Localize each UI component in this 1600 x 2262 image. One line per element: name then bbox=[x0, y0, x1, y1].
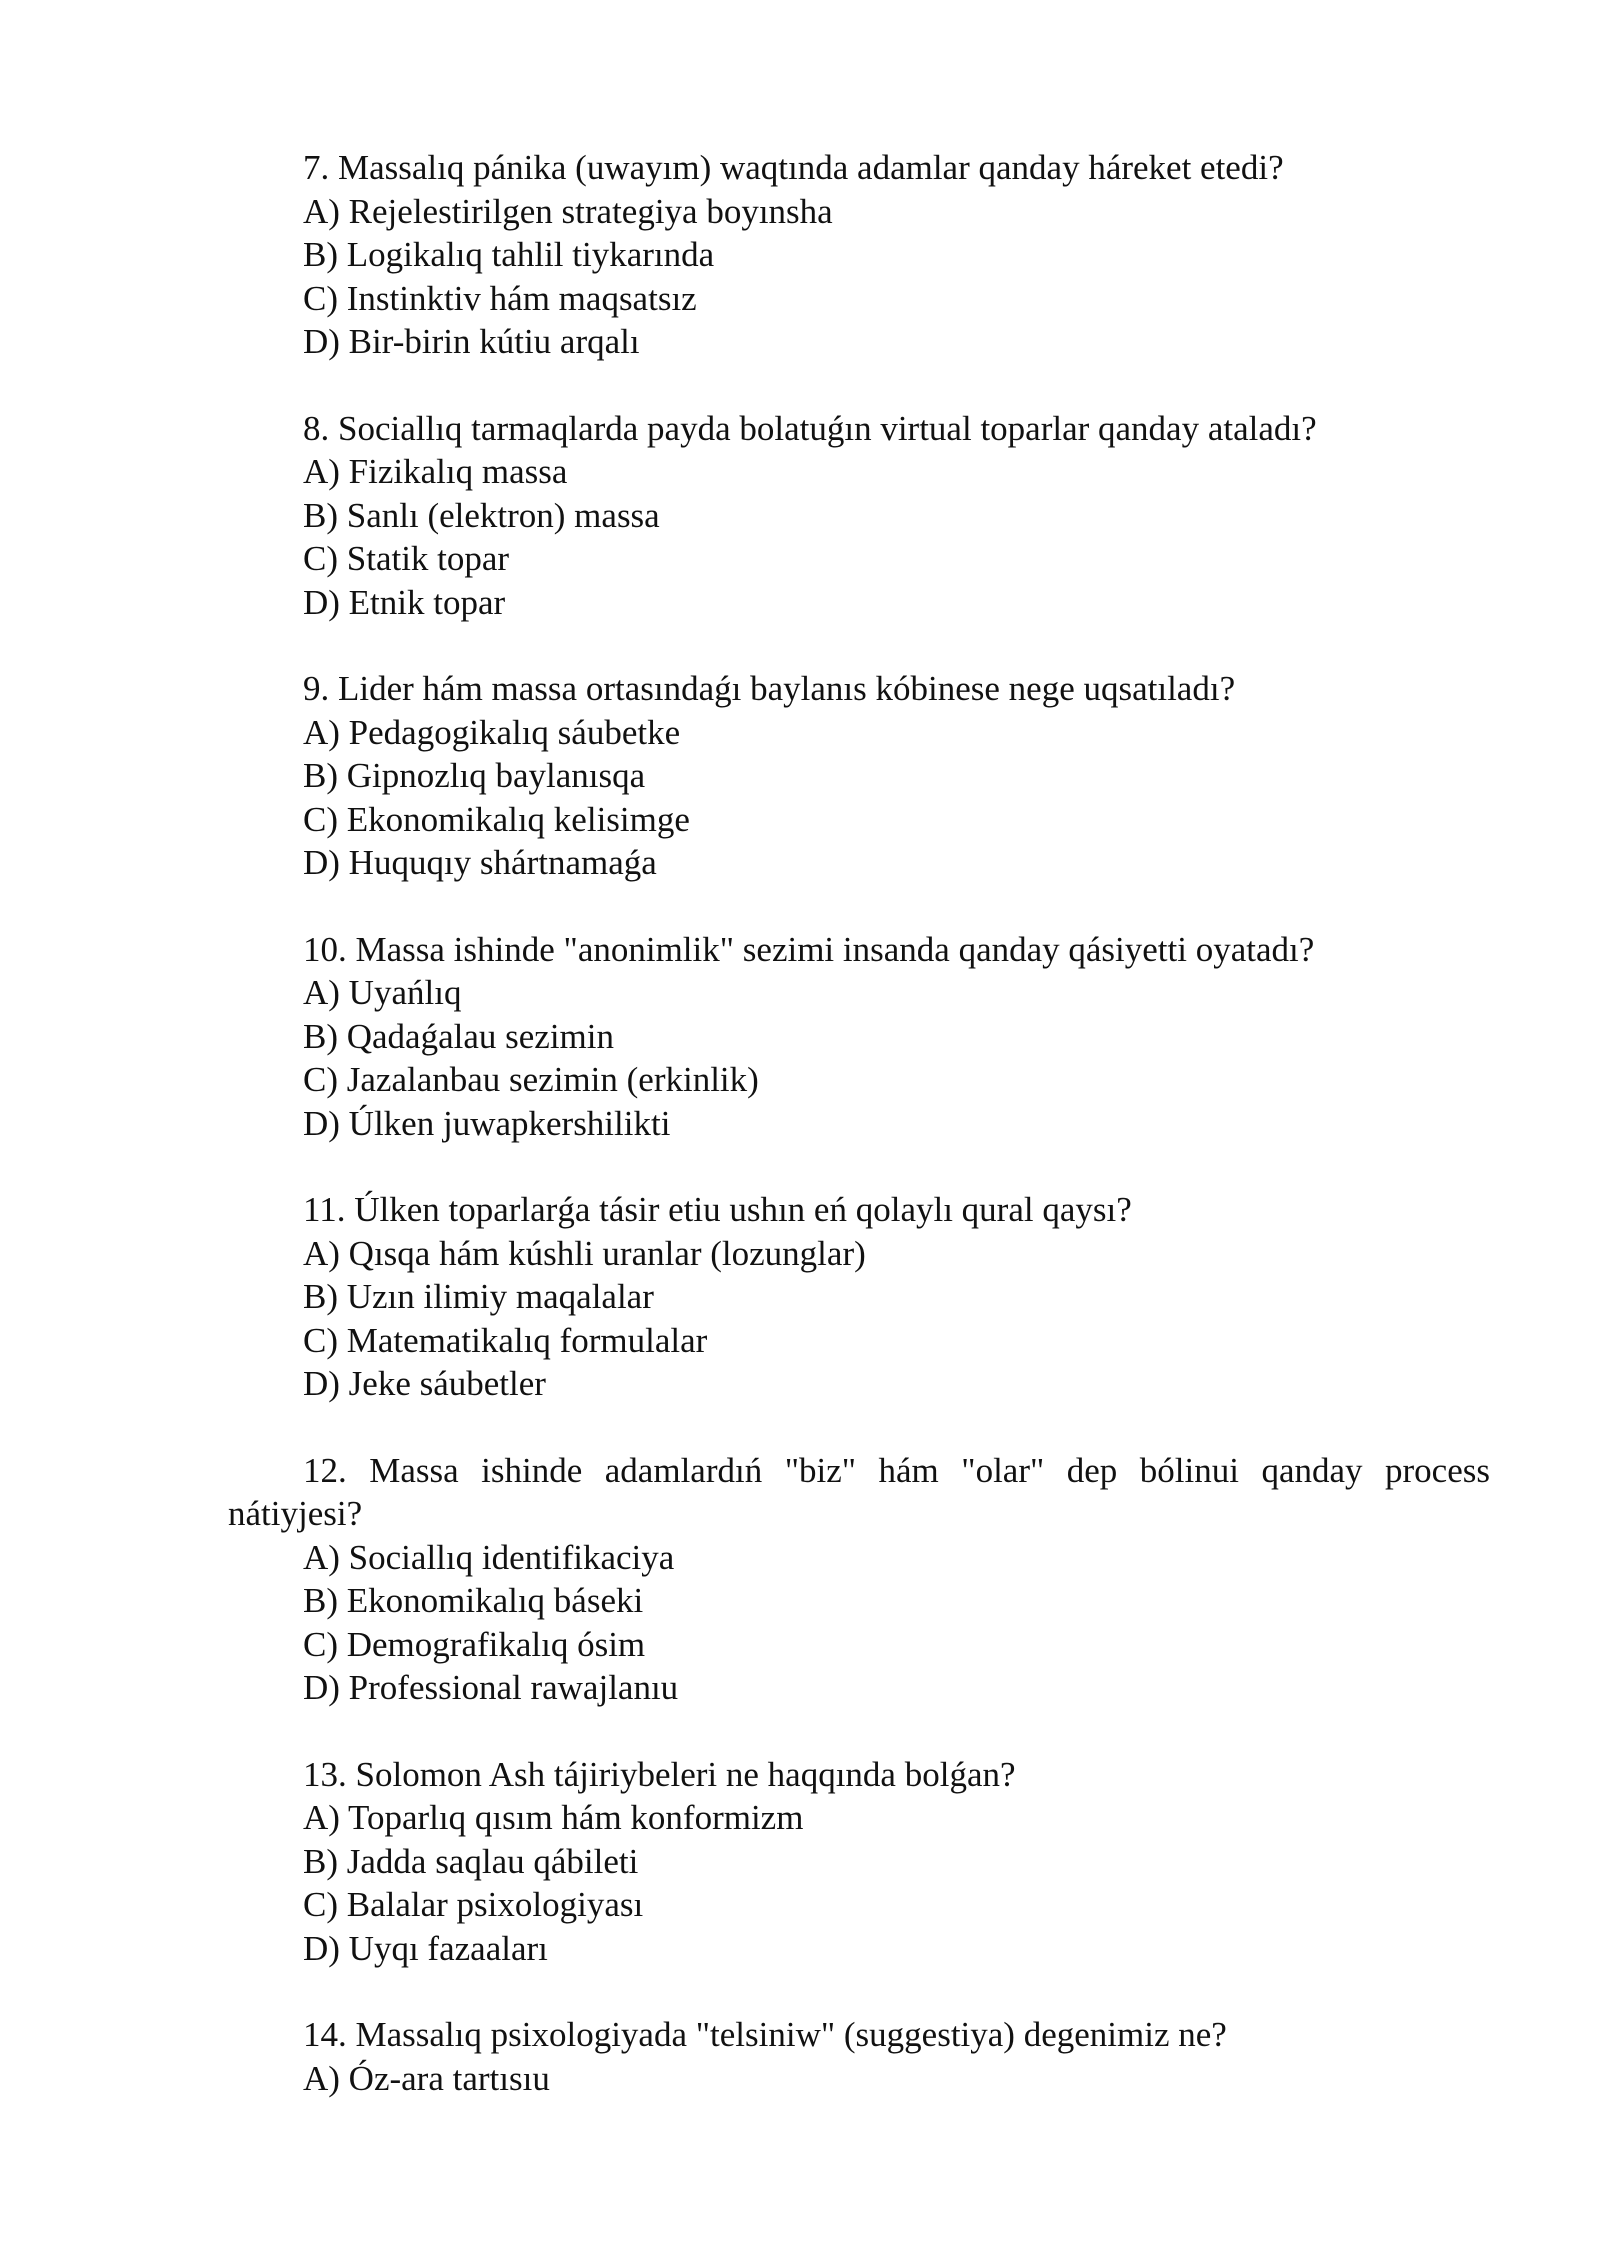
question-8 bbox=[228, 407, 1490, 625]
option-d: D) Úlken juwapkershilikti bbox=[303, 1103, 671, 1143]
option-c: C) Jazalanbau sezimin (erkinlik) bbox=[303, 1060, 759, 1099]
option-b: B) Gipnozlıq baylanısqa bbox=[303, 756, 646, 795]
option-b: B) Logikalıq tahlil tiykarında bbox=[303, 235, 715, 274]
option-c: C) Statik topar bbox=[303, 539, 510, 578]
question-list bbox=[228, 146, 1490, 2143]
option-c: C) Matematikalıq formulalar bbox=[303, 1320, 708, 1360]
question-text: 12. Massa ishinde adamlardıń "biz" hám "olar" dep bólinui qanday process nátiyjesi? bbox=[228, 1450, 1490, 1533]
question-7 bbox=[228, 146, 1490, 364]
question-text: 14. Massalıq psixologiyada "telsiniw" (suggestiya) degenimiz ne? bbox=[303, 2015, 1227, 2054]
option-d: D) Uyqı fazaaları bbox=[303, 1928, 548, 1968]
question-11 bbox=[228, 1188, 1490, 1406]
option-a: A) Fizikalıq massa bbox=[303, 452, 568, 491]
question-9 bbox=[228, 667, 1490, 885]
option-a: A) Pedagogikalıq sáubetke bbox=[303, 712, 681, 752]
option-a: A) Rejelestirilgen strategiya boyınsha bbox=[303, 191, 833, 231]
option-a: A) Toparlıq qısım hám konformizm bbox=[303, 1798, 804, 1837]
option-b: B) Ekonomikalıq báseki bbox=[303, 1581, 644, 1620]
option-c: C) Instinktiv hám maqsatsız bbox=[303, 278, 697, 318]
question-12 bbox=[228, 1449, 1490, 1710]
question-text: 8. Sociallıq tarmaqlarda payda bolatuǵın virtual toparlar qanday ataladı? bbox=[303, 408, 1317, 448]
option-d: D) Huquqıy shártnamaǵa bbox=[303, 843, 657, 882]
option-d: D) Jeke sáubetler bbox=[303, 1364, 546, 1403]
option-a: A) Sociallıq identifikaciya bbox=[303, 1537, 675, 1577]
option-d: D) Etnik topar bbox=[303, 582, 506, 622]
option-c: C) Ekonomikalıq kelisimge bbox=[303, 799, 690, 839]
option-b: B) Jadda saqlau qábileti bbox=[303, 1841, 639, 1881]
option-a: A) Óz-ara tartısıu bbox=[303, 2058, 550, 2098]
question-text: 7. Massalıq pánika (uwayım) waqtında adamlar qanday háreket etedi? bbox=[303, 148, 1284, 187]
question-10 bbox=[228, 928, 1490, 1146]
option-d: D) Bir-birin kútiu arqalı bbox=[303, 322, 640, 361]
option-a: A) Uyańlıq bbox=[303, 973, 462, 1012]
option-d: D) Professional rawajlanıu bbox=[303, 1668, 679, 1707]
option-b: B) Uzın ilimiy maqalalar bbox=[303, 1277, 654, 1316]
question-text: 11. Úlken toparlarǵa tásir etiu ushın eń qolaylı qural qaysı? bbox=[303, 1190, 1132, 1229]
question-14 bbox=[228, 2013, 1490, 2100]
option-c: C) Demografikalıq ósim bbox=[303, 1624, 646, 1664]
option-c: C) Balalar psixologiyası bbox=[303, 1885, 644, 1924]
option-b: B) Qadaǵalau sezimin bbox=[303, 1016, 615, 1056]
question-text: 9. Lider hám massa ortasındaǵı baylanıs kóbinese nege uqsatıladı? bbox=[303, 669, 1236, 708]
option-a: A) Qısqa hám kúshli uranlar (lozunglar) bbox=[303, 1233, 866, 1273]
option-b: B) Sanlı (elektron) massa bbox=[303, 495, 660, 535]
question-13 bbox=[228, 1753, 1490, 1971]
question-text: 13. Solomon Ash tájiriybeleri ne haqqında bolǵan? bbox=[303, 1754, 1016, 1794]
question-text: 10. Massa ishinde "anonimlik" sezimi insanda qanday qásiyetti oyatadı? bbox=[303, 929, 1315, 969]
